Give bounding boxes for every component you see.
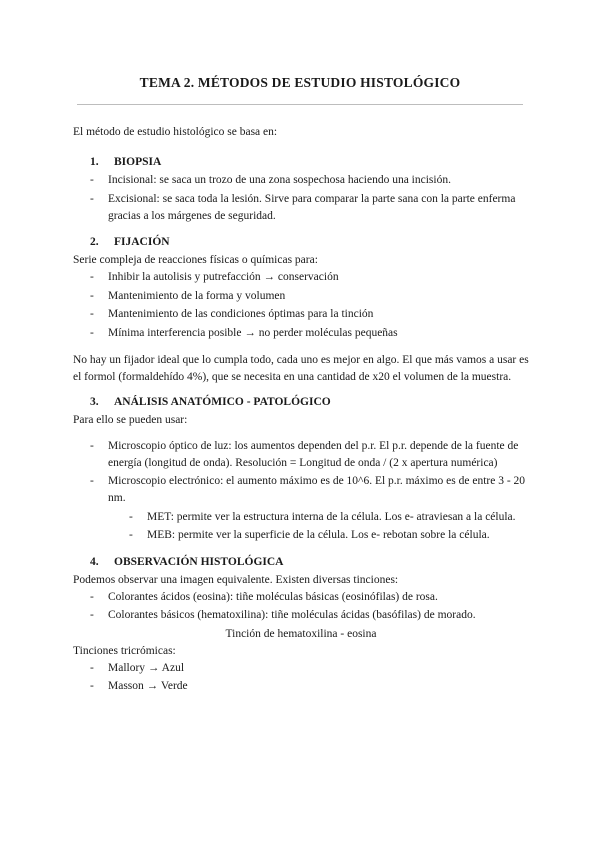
- observacion-lead: Podemos observar una imagen equivalente. Existen diversas tinciones:: [73, 573, 399, 586]
- list-item: - Colorantes básicos (hematoxilina): tiñe moléculas ácidas (basófilas) de morado.: [73, 607, 529, 624]
- section-biopsia-heading: [73, 154, 529, 171]
- title-divider: [77, 104, 523, 105]
- section-fijacion-heading: [73, 234, 529, 251]
- fijacion-lead: Serie compleja de reacciones físicas o químicas para:: [73, 254, 318, 266]
- list-item: - Microscopio electrónico: el aumento máximo es de 10^6. El p.r. máximo es de entre 3 - 20 nm.: [73, 473, 529, 507]
- tricromicas-lead: Tinciones tricrómicas:: [73, 644, 176, 657]
- intro-text: El método de estudio histológico se basa en:: [73, 126, 278, 138]
- section-number: 1.: [90, 156, 99, 168]
- list-item: - Microscopio óptico de luz: los aumentos dependen del p.r. El p.r. depende de la fuente de energía (longitud de onda). Resolución = Longitud de onda / (2 x apertura numérica): [73, 438, 529, 472]
- analisis-lead: Para ello se pueden usar:: [73, 413, 188, 426]
- biopsia-list: [73, 172, 529, 225]
- page-title: TEMA 2. MÉTODOS DE ESTUDIO HISTOLÓGICO: [139, 75, 461, 90]
- sub-list-item: - MEB: permite ver la superficie de la célula. Los e- rebotan sobre la célula.: [73, 527, 529, 544]
- analisis-list: [73, 438, 529, 545]
- section-heading-text: OBSERVACIÓN HISTOLÓGICA: [114, 555, 284, 568]
- document-body: [73, 124, 529, 697]
- list-item: - Mantenimiento de las condiciones óptimas para la tinción: [73, 306, 529, 323]
- section-heading-text: FIJACIÓN: [114, 236, 170, 248]
- list-item: - Mínima interferencia posible → no perder moléculas pequeñas: [73, 325, 529, 342]
- list-item: - Excisional: se saca toda la lesión. Sirve para comparar la parte sana con la parte enferma gracias a los márgenes de seguridad.: [73, 191, 529, 225]
- sub-list-item: - MET: permite ver la estructura interna de la célula. Los e- atraviesan a la célula.: [73, 509, 529, 526]
- fijacion-list: [73, 269, 529, 342]
- tincion-caption: Tinción de hematoxilina - eosina: [225, 627, 377, 640]
- section-analisis-heading: [73, 394, 529, 411]
- list-item: - Mantenimiento de la forma y volumen: [73, 288, 529, 305]
- list-item: - Mallory → Azul: [73, 660, 529, 677]
- section-heading-text: BIOPSIA: [114, 156, 162, 168]
- tricromicas-list: [73, 660, 529, 696]
- section-number: 3.: [90, 395, 99, 408]
- section-heading-text: ANÁLISIS ANATÓMICO - PATOLÓGICO: [114, 395, 331, 408]
- observacion-list: [73, 589, 529, 625]
- section-number: 4.: [90, 555, 99, 568]
- section-number: 2.: [90, 236, 99, 248]
- list-item: - Inhibir la autolisis y putrefacción → conservación: [73, 269, 529, 286]
- list-item: - Colorantes ácidos (eosina): tiñe moléculas básicas (eosinófilas) de rosa.: [73, 589, 529, 606]
- fijacion-paragraph: No hay un fijador ideal que lo cumpla todo, cada uno es mejor en algo. El que más vamos a usar es el formol (formaldehído 4%), que se necesita en una cantidad de x20 el volumen de la muestra.: [73, 353, 529, 383]
- list-item: - Masson → Verde: [73, 678, 529, 695]
- section-observacion-heading: [73, 554, 529, 571]
- list-item: - Incisional: se saca un trozo de una zona sospechosa haciendo una incisión.: [73, 172, 529, 189]
